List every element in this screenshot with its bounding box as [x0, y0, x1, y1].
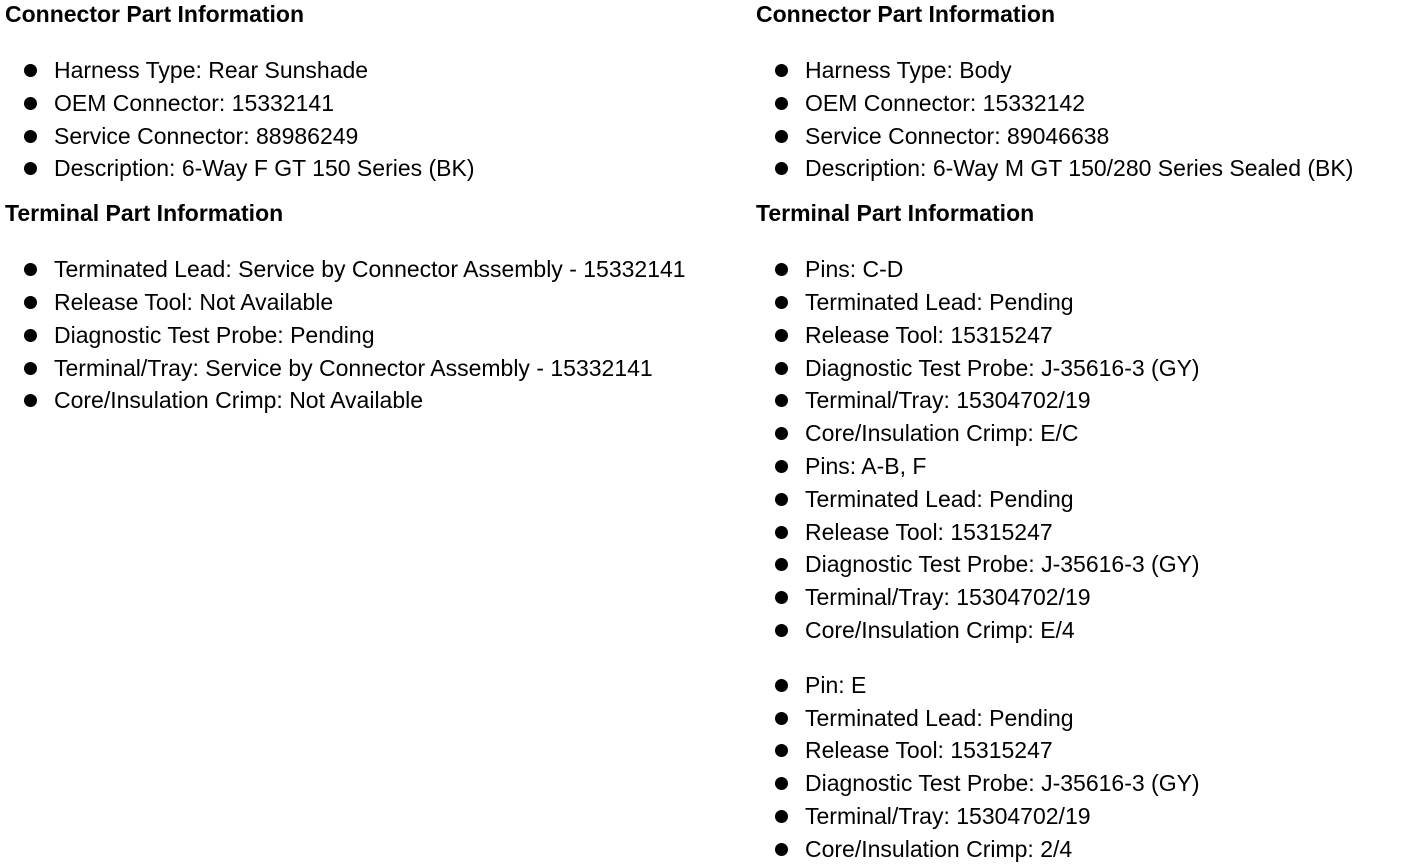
right-column	[756, 0, 1408, 866]
list-item-text: Terminated Lead: Pending	[805, 288, 1074, 315]
list-item	[756, 319, 1408, 352]
list-item	[756, 614, 1408, 647]
bullet-icon	[775, 130, 788, 143]
list-item-text: OEM Connector: 15332142	[805, 89, 1086, 116]
list-item-text: OEM Connector: 15332141	[54, 89, 335, 116]
list-item-text: Release Tool: Not Available	[54, 288, 334, 315]
list-item-text: Service Connector: 89046638	[805, 122, 1110, 149]
list-item	[756, 548, 1408, 581]
list-item-text: Core/Insulation Crimp: 2/4	[805, 835, 1073, 862]
bullet-icon	[24, 64, 37, 77]
connector-part-heading: Connector Part Information	[756, 1, 1056, 27]
terminal-part-list	[756, 669, 1408, 866]
list-item-text: Core/Insulation Crimp: E/4	[805, 616, 1075, 643]
list-item-text: Terminal/Tray: Service by Connector Assembly - 15332141	[54, 354, 653, 381]
list-item-text: Diagnostic Test Probe: J-35616-3 (GY)	[805, 354, 1200, 381]
list-item-text: Harness Type: Body	[805, 57, 1012, 83]
list-item	[756, 734, 1408, 767]
list-item-text: Terminal/Tray: 15304702/19	[805, 802, 1091, 829]
list-item	[756, 702, 1408, 735]
list-item-text: Harness Type: Rear Sunshade	[54, 57, 369, 83]
list-item	[5, 152, 750, 185]
bullet-icon	[775, 493, 788, 506]
connector-part-list	[5, 54, 750, 185]
bullet-icon	[775, 744, 788, 757]
terminal-part-list	[5, 253, 750, 417]
bullet-icon	[24, 263, 37, 276]
list-item	[756, 54, 1408, 87]
list-item	[756, 120, 1408, 153]
bullet-icon	[24, 130, 37, 143]
terminal-part-heading: Terminal Part Information	[5, 200, 284, 227]
bullet-icon	[775, 263, 788, 276]
bullet-icon	[775, 162, 788, 175]
bullet-icon	[775, 843, 788, 856]
list-item	[5, 352, 750, 385]
bullet-icon	[775, 526, 788, 539]
list-item	[756, 516, 1408, 549]
bullet-icon	[775, 296, 788, 309]
list-item	[756, 384, 1408, 417]
list-item	[5, 87, 750, 120]
list-item-text: Release Tool: 15315247	[805, 321, 1053, 348]
list-item-text: Release Tool: 15315247	[805, 737, 1053, 764]
bullet-icon	[775, 810, 788, 823]
list-item	[756, 581, 1408, 614]
list-item	[5, 384, 750, 417]
list-item-text: Pins: C-D	[805, 256, 904, 283]
bullet-icon	[775, 394, 788, 407]
list-item	[5, 54, 750, 87]
list-item-text: Description: 6-Way M GT 150/280 Series Sealed (BK)	[805, 155, 1354, 182]
bullet-icon	[775, 97, 788, 110]
bullet-icon	[775, 558, 788, 571]
list-item-text: Diagnostic Test Probe: J-35616-3 (GY)	[805, 770, 1200, 797]
bullet-icon	[24, 394, 37, 407]
list-item-text: Pin: E	[805, 671, 867, 698]
bullet-icon	[775, 329, 788, 342]
list-item-text: Diagnostic Test Probe: J-35616-3 (GY)	[805, 551, 1200, 578]
list-item-text: Core/Insulation Crimp: Not Available	[54, 387, 424, 414]
list-item	[756, 767, 1408, 800]
list-item-text: Description: 6-Way F GT 150 Series (BK)	[54, 155, 475, 182]
terminal-part-list	[756, 253, 1408, 647]
bullet-icon	[775, 460, 788, 473]
list-item	[756, 483, 1408, 516]
bullet-icon	[775, 679, 788, 692]
left-column	[5, 0, 750, 417]
connector-part-list	[756, 54, 1408, 185]
bullet-icon	[24, 296, 37, 309]
list-item-text: Diagnostic Test Probe: Pending	[54, 321, 375, 348]
list-item	[756, 417, 1408, 450]
bullet-icon	[775, 777, 788, 790]
list-item	[756, 450, 1408, 483]
bullet-icon	[24, 162, 37, 175]
list-item-text: Release Tool: 15315247	[805, 518, 1053, 545]
list-item-text: Terminated Lead: Pending	[805, 485, 1074, 512]
list-item-text: Terminated Lead: Service by Connector Assembly - 15332141	[54, 256, 686, 283]
list-item	[5, 120, 750, 153]
list-item	[756, 669, 1408, 702]
list-item	[756, 352, 1408, 385]
list-item-text: Terminal/Tray: 15304702/19	[805, 387, 1091, 414]
list-item	[5, 253, 750, 286]
bullet-icon	[24, 97, 37, 110]
list-item	[756, 833, 1408, 866]
list-item	[756, 286, 1408, 319]
terminal-part-heading: Terminal Part Information	[756, 200, 1035, 227]
list-item-text: Terminal/Tray: 15304702/19	[805, 584, 1091, 611]
list-item	[756, 253, 1408, 286]
bullet-icon	[775, 712, 788, 725]
connector-part-heading: Connector Part Information	[5, 1, 305, 27]
list-item	[756, 152, 1408, 185]
list-item-text: Core/Insulation Crimp: E/C	[805, 420, 1079, 447]
bullet-icon	[775, 362, 788, 375]
list-item	[756, 87, 1408, 120]
bullet-icon	[775, 427, 788, 440]
bullet-icon	[775, 624, 788, 637]
bullet-icon	[24, 362, 37, 375]
list-item	[5, 319, 750, 352]
bullet-icon	[24, 329, 37, 342]
list-item-text: Terminated Lead: Pending	[805, 704, 1074, 731]
list-item	[5, 286, 750, 319]
bullet-icon	[775, 591, 788, 604]
list-item-text: Pins: A-B, F	[805, 452, 927, 479]
list-item	[756, 800, 1408, 833]
list-item-text: Service Connector: 88986249	[54, 122, 359, 149]
bullet-icon	[775, 64, 788, 77]
